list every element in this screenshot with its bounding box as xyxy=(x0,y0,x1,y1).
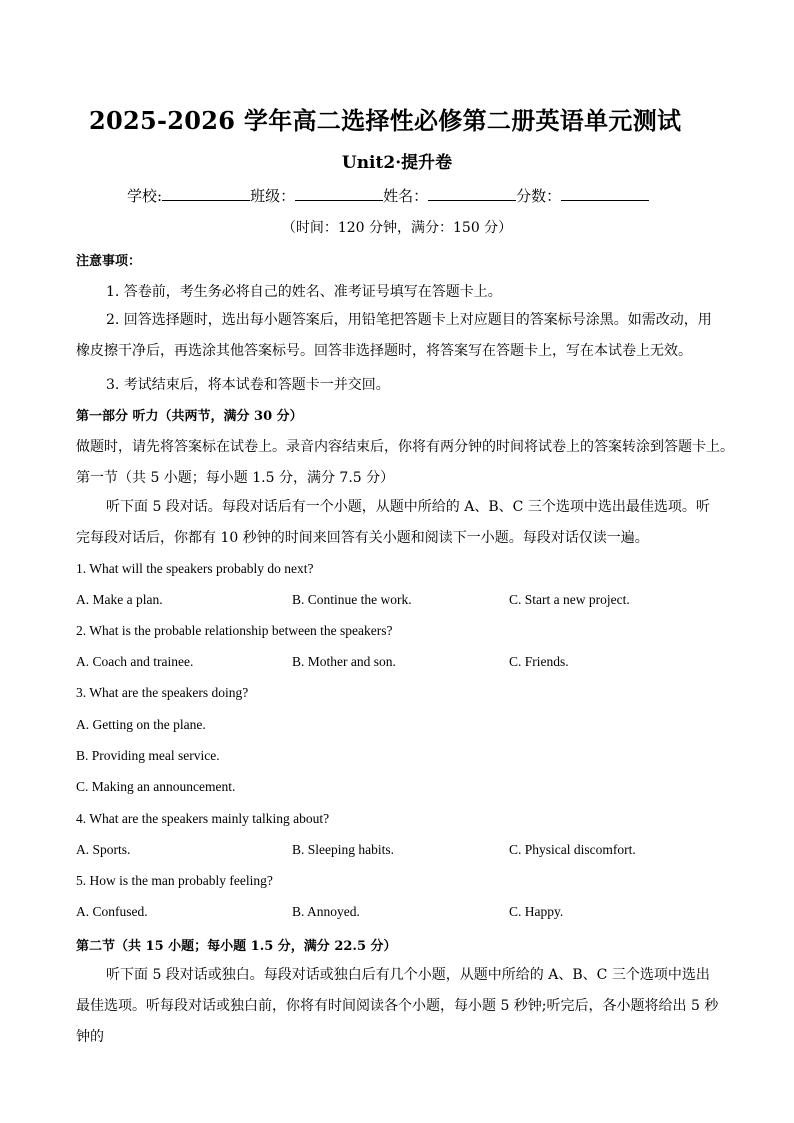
q2-option-b: B. Mother and son. xyxy=(292,654,396,669)
q2-option-a: A. Coach and trainee. xyxy=(76,654,194,669)
name-blank xyxy=(428,185,516,201)
section2-instruction: 听下面 5 段对话或独白。每段对话或独白后有几个小题，从题中所给的 A、B、C 三个选项中选出最佳选项。听每段对话或独白前，你将有时间阅读各个小题，每小题 5 秒钟;听完后，各小题将给出 5 秒钟的 xyxy=(76,967,719,1045)
q5-option-a: A. Confused. xyxy=(76,904,148,919)
unit-subtitle: Unit2·提升卷 xyxy=(341,153,453,173)
q5-option-b: B. Annoyed. xyxy=(292,904,360,919)
score-blank xyxy=(561,185,649,201)
section2-heading: 第二节（共 15 小题；每小题 1.5 分，满分 22.5 分） xyxy=(76,939,397,954)
page-title: 2025-2026 学年高二选择性必修第二册英语单元测试 xyxy=(89,106,682,135)
part1-instruction: 做题时，请先将答案标在试卷上。录音内容结束后，你将有两分钟的时间将试卷上的答案转涂到答题卡上。 xyxy=(76,439,734,455)
q4-option-c: C. Physical discomfort. xyxy=(509,842,636,857)
q4-option-b: B. Sleeping habits. xyxy=(292,842,394,857)
name-label: 姓名： xyxy=(383,187,429,205)
question-1: 1. What will the speakers probably do next? xyxy=(76,561,314,576)
part1-heading: 第一部分 听力（共两节，满分 30 分） xyxy=(76,409,303,424)
question-4: 4. What are the speakers mainly talking about? xyxy=(76,811,330,826)
q2-option-c: C. Friends. xyxy=(509,654,569,669)
q1-option-a: A. Make a plan. xyxy=(76,592,163,607)
notice-item-1: 1. 答卷前，考生务必将自己的姓名、准考证号填写在答题卡上。 xyxy=(106,284,502,300)
q1-option-c: C. Start a new project. xyxy=(509,592,630,607)
class-blank xyxy=(295,185,383,201)
notice-heading: 注意事项： xyxy=(76,254,142,269)
section1-instruction: 听下面 5 段对话。每段对话后有一个小题，从题中所给的 A、B、C 三个选项中选出最佳选项。听完每段对话后，你都有 10 秒钟的时间来回答有关小题和阅读下一小题。每段对话仅读一遍。 xyxy=(76,499,710,546)
question-5: 5. How is the man probably feeling? xyxy=(76,873,273,888)
q5-option-c: C. Happy. xyxy=(509,904,564,919)
q3-option-b: B. Providing meal service. xyxy=(76,748,220,763)
school-blank xyxy=(162,185,250,201)
student-info-line xyxy=(127,185,649,206)
q3-option-c: C. Making an announcement. xyxy=(76,779,236,794)
time-info: （时间：120 分钟，满分：150 分） xyxy=(281,220,513,236)
class-label: 班级： xyxy=(250,187,296,205)
question-2: 2. What is the probable relationship between the speakers? xyxy=(76,623,393,638)
score-label: 分数： xyxy=(516,187,562,205)
q4-option-a: A. Sports. xyxy=(76,842,131,857)
q3-option-a: A. Getting on the plane. xyxy=(76,717,206,732)
question-3: 3. What are the speakers doing? xyxy=(76,685,249,700)
q1-option-b: B. Continue the work. xyxy=(292,592,412,607)
notice-item-2: 2. 回答选择题时，选出每小题答案后，用铅笔把答题卡上对应题目的答案标号涂黑。如需改动，用橡皮擦干净后，再选涂其他答案标号。回答非选择题时，将答案写在答题卡上，写在本试卷上无效。 xyxy=(76,312,712,359)
section1-heading: 第一节（共 5 小题；每小题 1.5 分，满分 7.5 分） xyxy=(76,470,395,486)
school-label: 学校: xyxy=(127,187,163,205)
notice-item-3: 3. 考试结束后，将本试卷和答题卡一并交回。 xyxy=(106,377,390,393)
